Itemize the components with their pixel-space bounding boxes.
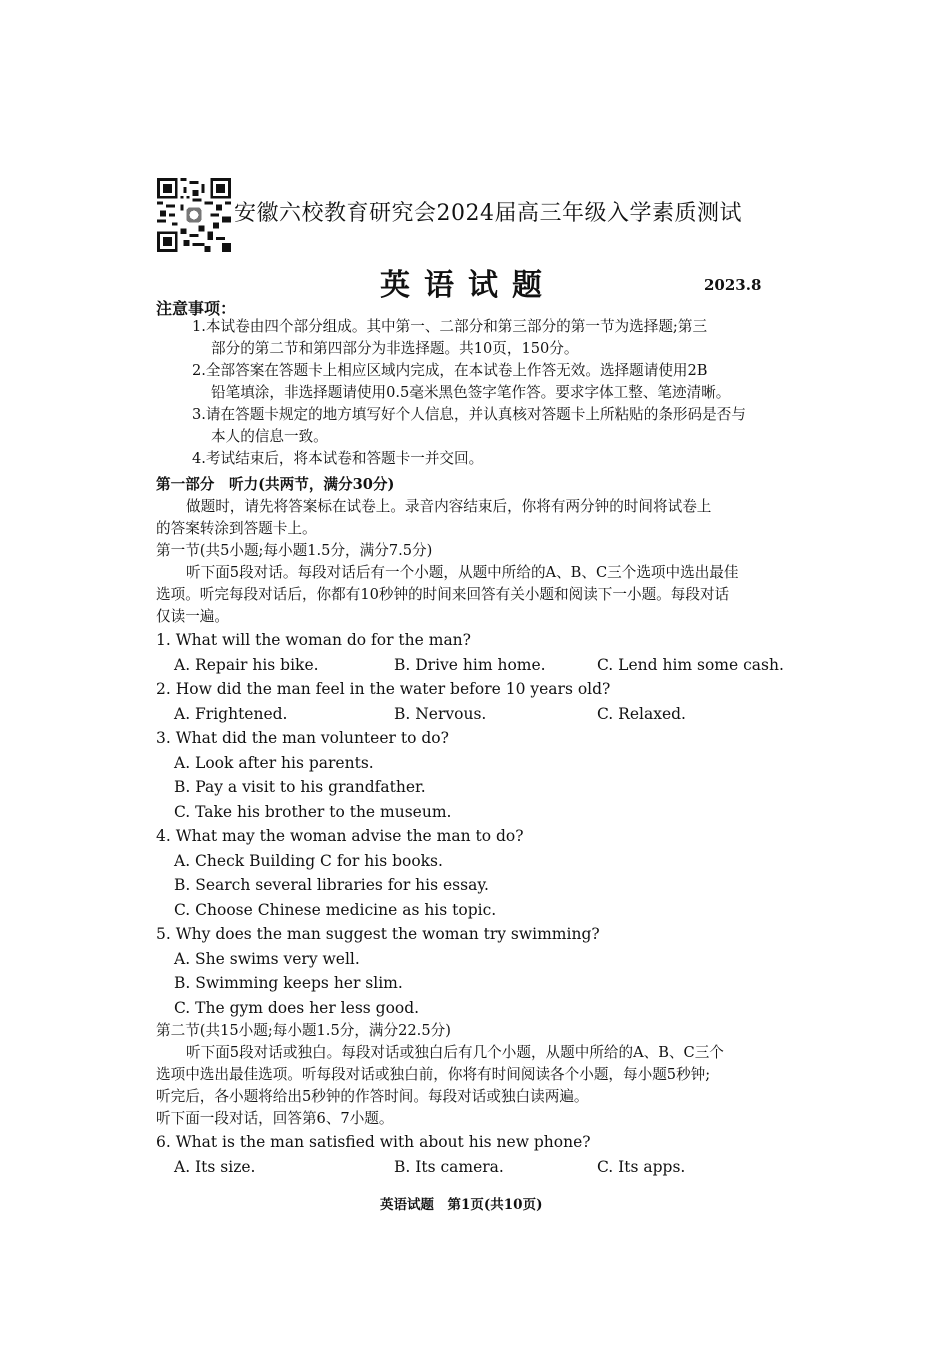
option-b: B. Search several libraries for his essay. — [174, 876, 489, 894]
notice-line: 本人的信息一致。 — [211, 428, 328, 445]
notice-line: 4.考试结束后，将本试卷和答题卡一并交回。 — [192, 450, 484, 467]
option-a: A. Look after his parents. — [174, 753, 374, 772]
option-c: C. Take his brother to the museum. — [174, 802, 452, 821]
section1-intro: 选项。听完每段对话后，你都有10秒钟的时间来回答有关小题和阅读下一小题。每段对话 — [156, 586, 730, 603]
notice-line: 3.请在答题卡规定的地方填写好个人信息，并认真核对答题卡上所粘贴的条形码是否与 — [192, 406, 746, 423]
part1-heading: 第一部分 听力(共两节，满分30分) — [156, 476, 395, 493]
part1-intro: 的答案转涂到答题卡上。 — [156, 520, 317, 537]
exam-content — [156, 316, 792, 1179]
question-4 — [156, 824, 792, 922]
option-c: C. The gym does her less good. — [174, 998, 420, 1017]
option-a: A. Frightened. — [174, 704, 288, 723]
option-a: A. Its size. — [174, 1157, 256, 1176]
section1-intro: 仅读一遍。 — [156, 608, 229, 625]
notice-line: 铅笔填涂，非选择题请使用0.5毫米黑色签字笔作答。要求字体工整、笔迹清晰。 — [211, 384, 731, 401]
option-b: B. Swimming keeps her slim. — [174, 974, 403, 992]
section2-intro: 选项中选出最佳选项。听每段对话或独白前，你将有时间阅读各个小题，每小题5秒钟; — [156, 1066, 711, 1083]
question-1 — [156, 628, 792, 677]
option-a: A. Check Building C for his books. — [174, 851, 443, 870]
notice-list — [156, 316, 792, 470]
page-footer: 英语试题 第1页(共10页) — [380, 1197, 543, 1213]
option-c: C. Lend him some cash. — [597, 655, 784, 674]
question-6 — [156, 1130, 792, 1179]
option-b: B. Drive him home. — [394, 655, 546, 674]
question-3 — [156, 726, 792, 824]
section2-intro: 听下面一段对话，回答第6、7小题。 — [156, 1110, 394, 1127]
question-text: 2. How did the man feel in the water before 10 years old? — [156, 680, 611, 698]
notice-line: 2.全部答案在答题卡上相应区域内完成，在本试卷上作答无效。选择题请使用2B — [192, 362, 708, 379]
option-b: B. Pay a visit to his grandfather. — [174, 778, 426, 796]
part1-intro: 做题时，请先将答案标在试卷上。录音内容结束后，你将有两分钟的时间将试卷上 — [186, 498, 712, 515]
question-text: 4. What may the woman advise the man to do? — [156, 827, 524, 845]
section2-heading: 第二节(共15小题;每小题1.5分，满分22.5分) — [156, 1022, 451, 1039]
qr-code-image — [156, 178, 232, 252]
subject-title: 英语试题 — [380, 268, 556, 303]
notice-heading: 注意事项： — [156, 299, 237, 318]
option-b: B. Nervous. — [394, 704, 487, 723]
option-c: C. Its apps. — [597, 1157, 686, 1176]
notice-line: 部分的第二节和第四部分为非选择题。共10页，150分。 — [211, 340, 579, 357]
question-2 — [156, 677, 792, 726]
option-c: C. Choose Chinese medicine as his topic. — [174, 900, 497, 919]
question-text: 1. What will the woman do for the man? — [156, 631, 471, 649]
section1-heading: 第一节(共5小题;每小题1.5分，满分7.5分) — [156, 542, 433, 559]
option-c: C. Relaxed. — [597, 704, 686, 723]
option-b: B. Its camera. — [394, 1157, 504, 1176]
notice-line: 1.本试卷由四个部分组成。其中第一、二部分和第三部分的第一节为选择题;第三 — [192, 318, 708, 335]
section2-intro: 听完后，各小题将给出5秒钟的作答时间。每段对话或独白读两遍。 — [156, 1088, 589, 1105]
options-row — [156, 653, 792, 678]
section1-intro: 听下面5段对话。每段对话后有一个小题，从题中所给的A、B、C三个选项中选出最佳 — [186, 564, 739, 581]
exam-date: 2023.8 — [704, 276, 762, 294]
options-row — [156, 702, 792, 727]
option-a: A. Repair his bike. — [174, 655, 319, 674]
question-text: 5. Why does the man suggest the woman try swimming? — [156, 925, 600, 943]
option-a: A. She swims very well. — [174, 949, 360, 968]
section2-intro: 听下面5段对话或独白。每段对话或独白后有几个小题，从题中所给的A、B、C三个 — [186, 1044, 724, 1061]
question-5 — [156, 922, 792, 1020]
exam-organization-title: 安徽六校教育研究会2024届高三年级入学素质测试 — [234, 201, 742, 226]
question-text: 6. What is the man satisfied with about his new phone? — [156, 1133, 591, 1151]
options-row — [156, 1155, 792, 1180]
question-text: 3. What did the man volunteer to do? — [156, 729, 449, 747]
